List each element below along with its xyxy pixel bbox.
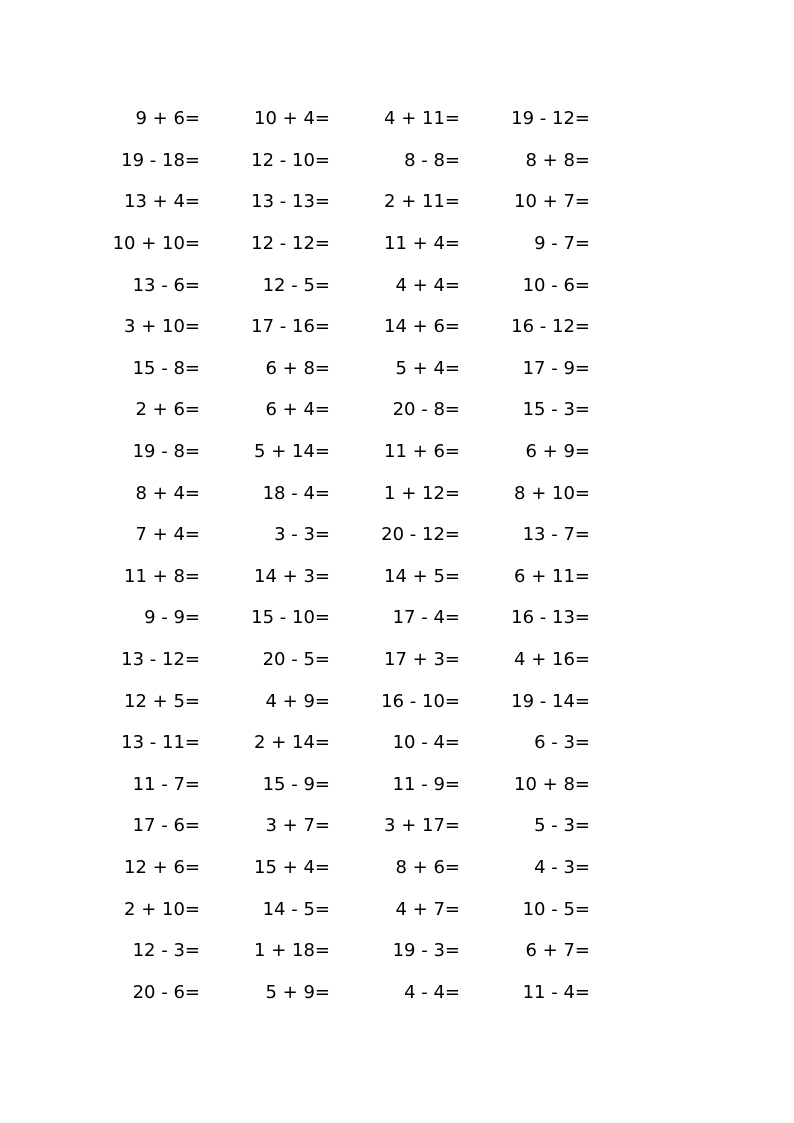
problem-row <box>0 181 794 223</box>
problem-row <box>0 264 794 306</box>
problem-row <box>0 722 794 764</box>
math-problem: 15 - 9= <box>262 773 330 795</box>
math-problem: 11 - 4= <box>522 981 590 1003</box>
math-problem: 15 - 3= <box>522 399 590 421</box>
math-problem: 4 - 4= <box>404 981 460 1003</box>
problem-row <box>0 223 794 265</box>
math-problem: 8 + 6= <box>395 856 460 878</box>
math-problem: 15 + 4= <box>254 856 330 878</box>
math-problem: 8 + 10= <box>514 482 590 504</box>
math-problem: 6 + 4= <box>265 399 330 421</box>
math-problem: 13 - 11= <box>121 732 200 754</box>
math-problem: 14 - 5= <box>262 898 330 920</box>
math-problem: 9 - 7= <box>534 233 590 255</box>
math-problem: 8 + 8= <box>525 149 590 171</box>
problem-row <box>0 389 794 431</box>
math-problem: 17 + 3= <box>384 649 460 671</box>
math-problem: 5 + 9= <box>265 981 330 1003</box>
math-problem: 13 - 12= <box>121 649 200 671</box>
math-problem: 17 - 4= <box>392 607 460 629</box>
math-problem: 1 + 12= <box>384 482 460 504</box>
math-problem: 15 - 10= <box>251 607 330 629</box>
math-problem: 2 + 6= <box>135 399 200 421</box>
math-problem: 13 + 4= <box>124 191 200 213</box>
problem-row <box>0 680 794 722</box>
math-problem: 10 + 4= <box>254 108 330 130</box>
problem-row <box>0 556 794 598</box>
math-problem: 17 - 6= <box>132 815 200 837</box>
math-problem: 12 + 6= <box>124 856 200 878</box>
math-problem: 5 - 3= <box>534 815 590 837</box>
math-problem: 14 + 3= <box>254 565 330 587</box>
problem-row <box>0 431 794 473</box>
math-problem: 11 + 6= <box>384 441 460 463</box>
math-problem: 4 + 7= <box>395 898 460 920</box>
math-problem: 12 + 5= <box>124 690 200 712</box>
problem-row <box>0 472 794 514</box>
math-problem: 6 + 7= <box>525 940 590 962</box>
math-problem: 14 + 5= <box>384 565 460 587</box>
problem-row <box>0 98 794 140</box>
math-problem: 2 + 11= <box>384 191 460 213</box>
math-problem: 14 + 6= <box>384 316 460 338</box>
math-problem: 19 - 3= <box>392 940 460 962</box>
math-problem: 6 + 11= <box>514 565 590 587</box>
math-problem: 3 + 17= <box>384 815 460 837</box>
math-problem: 16 - 10= <box>381 690 460 712</box>
math-problem: 13 - 7= <box>522 524 590 546</box>
problem-row <box>0 597 794 639</box>
problem-row <box>0 805 794 847</box>
math-problem: 11 + 8= <box>124 565 200 587</box>
math-problem: 8 - 8= <box>404 149 460 171</box>
problem-row <box>0 764 794 806</box>
math-problem: 6 + 8= <box>265 357 330 379</box>
math-problem: 19 - 12= <box>511 108 590 130</box>
math-problem: 10 - 4= <box>392 732 460 754</box>
math-problem: 10 - 6= <box>522 274 590 296</box>
math-problem: 18 - 4= <box>262 482 330 504</box>
problem-row <box>0 348 794 390</box>
math-problem: 20 - 6= <box>132 981 200 1003</box>
math-problem: 9 + 6= <box>135 108 200 130</box>
problem-row <box>0 140 794 182</box>
math-problem: 12 - 5= <box>262 274 330 296</box>
math-problem: 12 - 10= <box>251 149 330 171</box>
math-problem: 10 - 5= <box>522 898 590 920</box>
problem-row <box>0 888 794 930</box>
math-problem: 2 + 10= <box>124 898 200 920</box>
arithmetic-worksheet <box>0 98 794 1013</box>
math-problem: 15 - 8= <box>132 357 200 379</box>
math-problem: 5 + 4= <box>395 357 460 379</box>
math-problem: 3 + 10= <box>124 316 200 338</box>
math-problem: 17 - 16= <box>251 316 330 338</box>
math-problem: 20 - 12= <box>381 524 460 546</box>
math-problem: 7 + 4= <box>135 524 200 546</box>
math-problem: 4 - 3= <box>534 856 590 878</box>
problem-row <box>0 971 794 1013</box>
math-problem: 20 - 8= <box>392 399 460 421</box>
math-problem: 6 + 9= <box>525 441 590 463</box>
math-problem: 11 - 9= <box>392 773 460 795</box>
math-problem: 16 - 13= <box>511 607 590 629</box>
math-problem: 17 - 9= <box>522 357 590 379</box>
math-problem: 2 + 14= <box>254 732 330 754</box>
math-problem: 13 - 13= <box>251 191 330 213</box>
math-problem: 20 - 5= <box>262 649 330 671</box>
math-problem: 12 - 12= <box>251 233 330 255</box>
math-problem: 11 + 4= <box>384 233 460 255</box>
math-problem: 16 - 12= <box>511 316 590 338</box>
math-problem: 8 + 4= <box>135 482 200 504</box>
math-problem: 19 - 14= <box>511 690 590 712</box>
math-problem: 10 + 7= <box>514 191 590 213</box>
math-problem: 4 + 9= <box>265 690 330 712</box>
math-problem: 6 - 3= <box>534 732 590 754</box>
math-problem: 4 + 4= <box>395 274 460 296</box>
math-problem: 19 - 8= <box>132 441 200 463</box>
math-problem: 1 + 18= <box>254 940 330 962</box>
math-problem: 5 + 14= <box>254 441 330 463</box>
math-problem: 9 - 9= <box>144 607 200 629</box>
problem-row <box>0 847 794 889</box>
math-problem: 19 - 18= <box>121 149 200 171</box>
math-problem: 13 - 6= <box>132 274 200 296</box>
math-problem: 4 + 11= <box>384 108 460 130</box>
problem-row <box>0 639 794 681</box>
problem-row <box>0 514 794 556</box>
problem-row <box>0 930 794 972</box>
math-problem: 10 + 8= <box>514 773 590 795</box>
math-problem: 3 - 3= <box>274 524 330 546</box>
math-problem: 3 + 7= <box>265 815 330 837</box>
math-problem: 11 - 7= <box>132 773 200 795</box>
problem-row <box>0 306 794 348</box>
math-problem: 10 + 10= <box>112 233 200 255</box>
math-problem: 4 + 16= <box>514 649 590 671</box>
math-problem: 12 - 3= <box>132 940 200 962</box>
